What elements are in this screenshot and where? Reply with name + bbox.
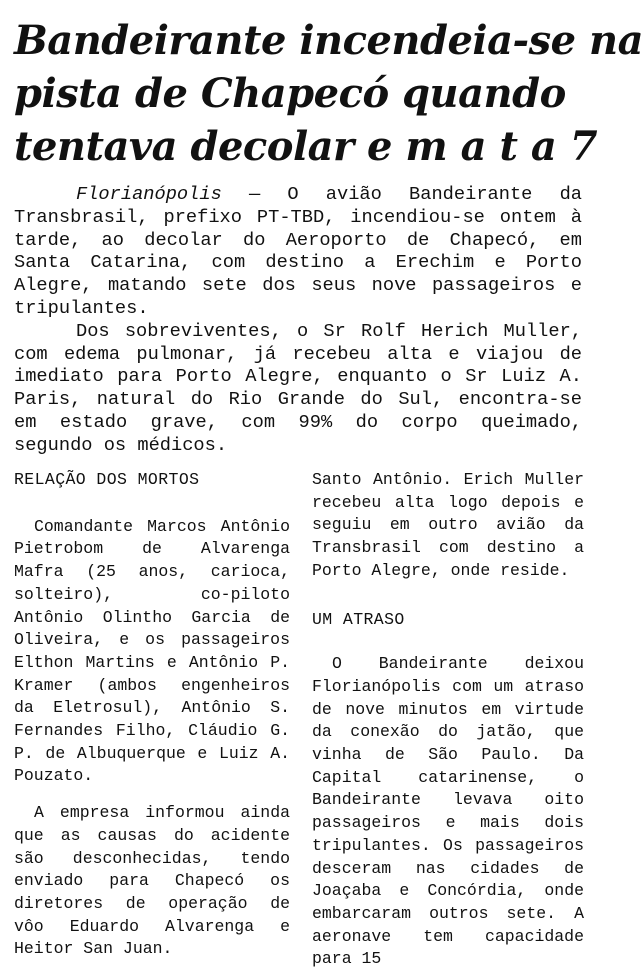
lead-paragraph-1 bbox=[14, 183, 582, 320]
headline-line-2: pista de Chapecó quando bbox=[14, 70, 566, 117]
victims-paragraph: Comandante Marcos Antônio Pietrobom de Alvarenga Mafra (25 anos, carioca, solteiro), co-piloto Antônio Olintho Garcia de Oliveira, e os passageiros Elthon Martins e Antônio P. Kramer (ambos engenheiros da Eletrosul), Antônio S. Fernandes Filho, Cláudio G. P. de Albuquerque e Luiz A. Pouzato. bbox=[14, 516, 290, 786]
lead-paragraph-2: Dos sobreviventes, o Sr Rolf Herich Muller, com edema pulmonar, já recebeu alta e viajou de imediato para Porto Alegre, enquanto o Sr Luiz A. Paris, natural do Rio Grande do Sul, encontra-se em estado grave, com 99% do corpo queimado, segundo os médicos. bbox=[14, 319, 582, 456]
right-column bbox=[312, 469, 584, 971]
section-heading-delay: UM ATRASO bbox=[312, 609, 405, 629]
left-column bbox=[14, 469, 290, 961]
company-statement-paragraph: A empresa informou ainda que as causas do acidente são desconhecidas, tendo enviado para Chapecó os diretores de operação de vôo Eduardo Alvarenga e Heitor San Juan. bbox=[14, 803, 290, 959]
headline-line-1: Bandeirante incendeia-se na bbox=[14, 17, 643, 64]
survivor-continuation-paragraph: Santo Antônio. Erich Muller recebeu alta logo depois e seguiu em outro avião da Transbrasil com destino a Porto Alegre, onde reside. bbox=[312, 470, 584, 580]
headline bbox=[14, 14, 643, 173]
headline-line-3: tentava decolar e m a t a 7 bbox=[14, 123, 598, 170]
dateline: Florianópolis bbox=[76, 183, 222, 205]
delay-paragraph: O Bandeirante deixou Florianópolis com um atraso de nove minutos em virtude da conexão do jatão, que vinha de São Paulo. Da Capital catarinense, o Bandeirante levava oito passageiros e mais dois tripulantes. Os passageiros desceram nas cidades de Joaçaba e Concórdia, onde embarcaram outros sete. A aeronave tem capacidade para 15 bbox=[312, 654, 584, 969]
lead-paragraph-1-text: — O avião Bandeirante da Transbrasil, prefixo PT-TBD, incendiou-se ontem à tarde, ao decolar do Aeroporto de Chapecó, em Santa Catarina, com destino a Erechim e Porto Alegre, matando sete dos seus nove passageiros e tripulantes. bbox=[14, 183, 582, 319]
section-heading-deaths: RELAÇÃO DOS MORTOS bbox=[14, 470, 200, 489]
lead-text bbox=[14, 183, 582, 457]
